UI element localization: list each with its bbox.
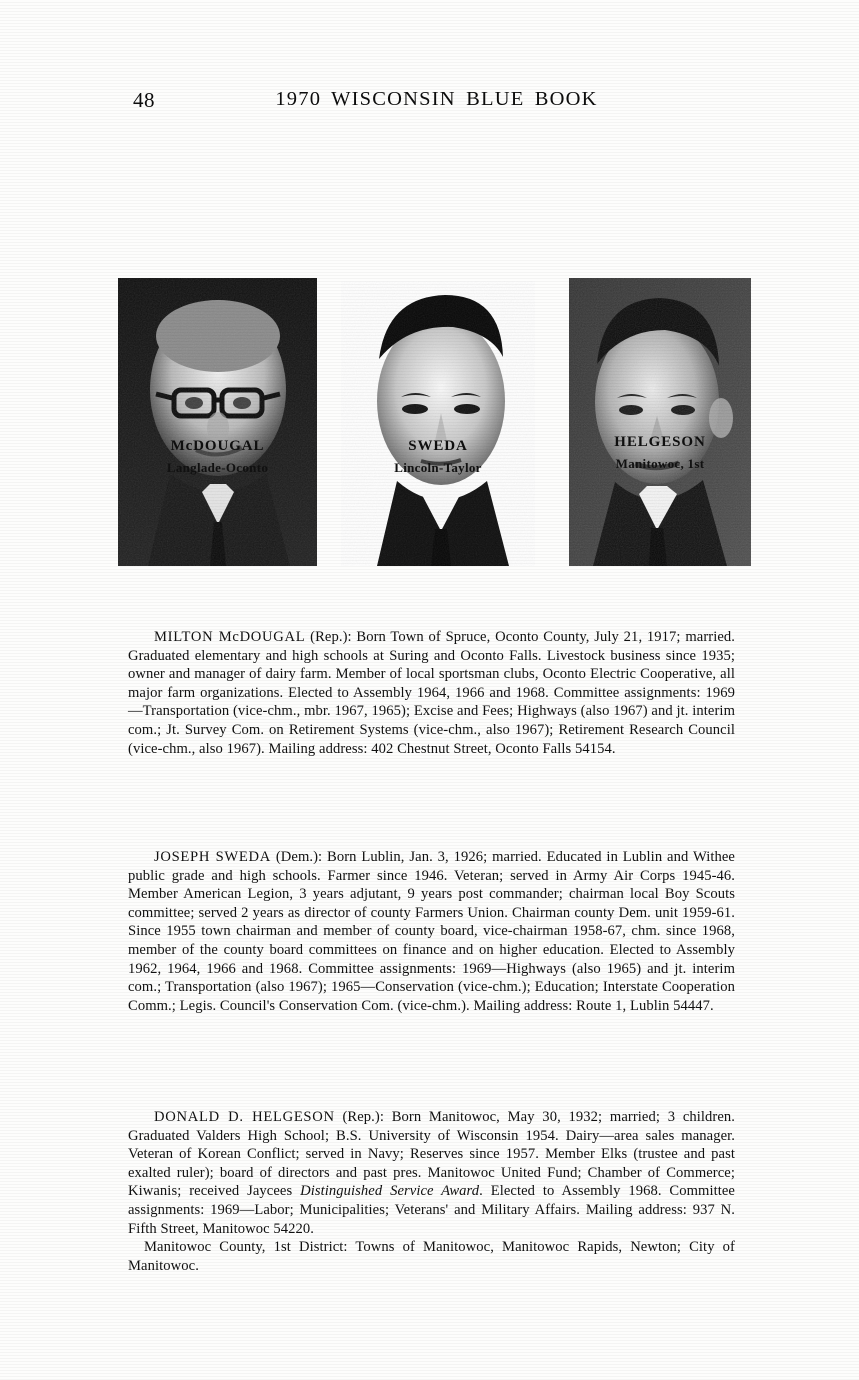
district-description: Manitowoc County, 1st District: Towns of Manitowoc, Manitowoc Rapids, Newton; City of Manitowoc. — [128, 1239, 735, 1274]
caption-district: Manitowoc, 1st — [615, 455, 705, 471]
page-title: 1970 WISCONSIN BLUE BOOK — [275, 88, 598, 110]
biography-lead-name: MILTON McDOUGAL — [154, 629, 306, 645]
award-title: Distinguished Service Award — [300, 1183, 480, 1200]
biography-body-first: (Rep.): Born Manitowoc, May 30, 1932; married; 3 children. Graduated Valders High School; B.S. University of Wisconsin 1954. Dairy—area sales manager. Veteran of Korean Conflict; served in Navy; Reserves since 1957. Member Elks (trustee and past exalted ruler); board of directors and past pres. Manitowoc United Fund; Chamber of Commerce; Kiwanis; received Jaycees — [128, 1109, 736, 1200]
portrait-row — [0, 138, 859, 430]
biography-sweda — [128, 848, 735, 1015]
page-number: 48 — [133, 88, 155, 112]
caption-sweda — [341, 437, 535, 476]
caption-helgeson — [569, 433, 751, 472]
portrait-helgeson-image — [569, 278, 751, 566]
running-head — [0, 88, 859, 118]
biography-body-second: . Elected to Assembly 1968. Committee assignments: 1969—Labor; Municipalities; Veterans' and Military Affairs. Mailing address: 937 N. Fifth Street, Manitowoc 54220. — [128, 1183, 735, 1237]
biography-helgeson — [128, 1108, 735, 1275]
portrait-mcdougal-image — [118, 278, 317, 566]
biography-body: (Dem.): Born Lublin, Jan. 3, 1926; married. Educated in Lublin and Withee public grade and high schools. Farmer since 1946. Veteran; served in Army Air Corps 1945-46. Member American Legion, 3 years adjutant, 9 years post commander; chairman local Boy Scouts committee; served 2 years as director of county Farmers Union. Chairman county Dem. unit 1959-61. Since 1955 town chairman and member of county board, vice-chairman 1958-67, chm. since 1968, member of the county board committees on finance and on higher education. Elected to Assembly 1962, 1964, 1966 and 1968. Committee assignments: 1969—Highways (also 1965) and jt. interim com.; Transportation (also 1967); 1965—Conservation (vice-chm.); Education; Interstate Cooperation Comm.; Legis. Council's Conservation Com. (vice-chm.). Mailing address: Route 1, Lublin 54447. — [128, 849, 735, 1014]
biography-body: (Rep.): Born Town of Spruce, Oconto County, July 21, 1917; married. Graduated elementary and high schools at Suring and Oconto Falls. Livestock business since 1935; owner and manager of dairy farm. Member of local sportsman clubs, Oconto Electric Cooperative, all major farm organizations. Elected to Assembly 1964, 1966 and 1968. Committee assignments: 1969—Transportation (vice-chm., mbr. 1967, 1965); Excise and Fees; Highways (also 1967) and jt. interim com.; Jt. Survey Com. on Retirement Systems (vice-chm., also 1967); Retirement Research Council (vice-chm., also 1967). Mailing address: 402 Chestnut Street, Oconto Falls 54154. — [128, 629, 735, 757]
caption-district: Langlade-Oconto — [166, 459, 269, 475]
biography-paragraph — [128, 848, 735, 1015]
portrait-sweda — [341, 281, 535, 566]
caption-name: McDOUGAL — [170, 438, 265, 454]
biography-paragraph — [128, 628, 735, 758]
caption-name: HELGESON — [614, 434, 706, 450]
caption-mcdougal — [118, 437, 317, 476]
portrait-mcdougal — [118, 278, 317, 566]
biography-mcdougal — [128, 628, 735, 758]
caption-district: Lincoln-Taylor — [394, 459, 482, 475]
caption-name: SWEDA — [408, 438, 468, 454]
biography-paragraph — [128, 1108, 735, 1238]
biography-lead-name: JOSEPH SWEDA — [154, 849, 271, 865]
portrait-sweda-image — [341, 281, 535, 566]
portrait-helgeson — [569, 278, 751, 566]
biography-lead-name: DONALD D. HELGESON — [154, 1109, 335, 1125]
